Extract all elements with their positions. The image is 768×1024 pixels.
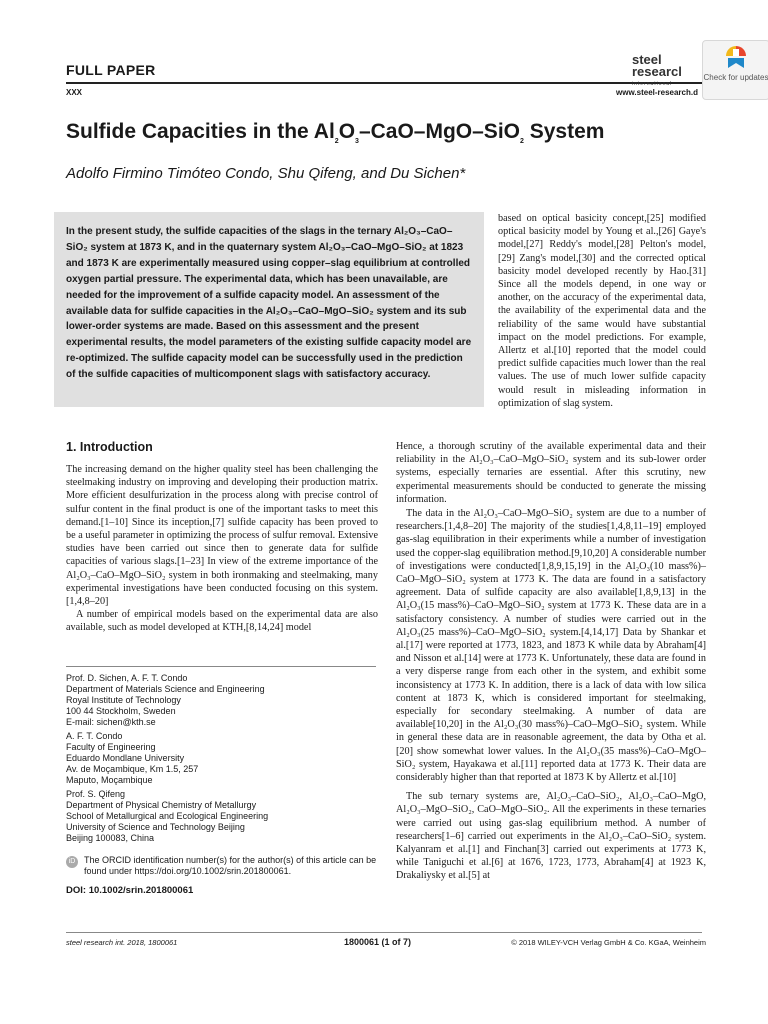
affiliation-line: A. F. T. Condo — [66, 731, 123, 741]
affiliation-line: Av. de Moçambique, Km 1.5, 257 — [66, 764, 199, 774]
right-paragraph-2: The data in the Al₂O₃–CaO–MgO–SiO₂ system are due to a number of researchers.[1,4,8–20] The majority of the studies[1,4,8,11–19] employed gas-slag equilibration in their experiments while a number of investigation used the copper-slag equilibration method.[9,10,20] A considerable number of investigations were conducted[1,8,9,15,19] in the Al₂O₃(10 mass%)–CaO–MgO–SiO₂ system at 1773 K. The data are found in a satisfactory agreement. Data of sulfide capacity are also available[1,8,9,13] in the Al₂O₃(15 mass%)–CaO–MgO–SiO₂ system at 1773 K. These data are in a satisfactory consistency. A number of studies were carried out in the Al₂O₃(25 mass%)–CaO–MgO–SiO₂ system.[4,14,17] Data by Shankar et al.[17] were reported at 1773, 1823, and 1873 K while data by Abraham[4] and Nisson et al.[14] were at 1773 K. Unfortunately, these data are found in a very disperse range from each other in the system, and exhibit some inconsistency at 1773 K. In addition, there is a lack of data with low silica content at 1873 K, which is considered important for steelmaking, especially for secondary steelmaking. A number of data are available[10,20] in the Al₂O₃(30 mass%)–CaO–MgO–SiO₂ system. While in general these data are in reasonable agreement, the data by Otha et al.[20] show somewhat lower values. In the Al₂O₃(35 mass%)–CaO–MgO–SiO₂ system, Hayakawa et al.[11] reported data at 1773 K. Their data are considerably higher than that reported at 1873 K by Allertz et al.[10] — [396, 508, 706, 784]
article-title: Sulfide Capacities in the $Al_2O_3-CaO-MgO-SiO_2$ System — [66, 120, 605, 146]
affiliation-line: Beijing 100083, China — [66, 833, 155, 843]
right-column-top — [498, 212, 706, 410]
affiliation-line: Maputo, Moçambique — [66, 775, 153, 785]
crossmark-icon — [724, 45, 748, 69]
affiliation-line: Department of Physical Chemistry of Metallurgy — [66, 800, 257, 810]
affiliation-line: 100 44 Stockholm, Sweden — [66, 706, 176, 716]
check-for-updates-label: Check for updates — [703, 73, 768, 82]
journal-website-link[interactable]: www.steel-research.d — [616, 88, 698, 97]
author-email-link[interactable]: E-mail: sichen@kth.se — [66, 717, 156, 727]
affiliation-line: Department of Materials Science and Engineering — [66, 684, 265, 694]
introduction-column — [66, 463, 378, 635]
abstract-text: In the present study, the sulfide capacities of the slags in the ternary Al₂O₃–CaO–SiO₂ system at 1873 K, and in the quaternary system Al₂O₃–CaO–MgO–SiO₂ at 1823 and 1873 K are experimentally measured using copper–slag equilibrium at controlled oxygen partial pressure. The experimental data, which has been unavailable, are needed for the improvement of a sulfide capacity model. An assessment of the available data for sulfide capacities in the Al₂O₃–CaO–MgO–SiO₂ system and its sub lower-order systems are made. Based on this assessment and the present experimental results, the model parameters of the existing sulfide capacity model are re-optimized. The sulfide capacity model can be successfully used in the prediction of the sulfide capacities of multicomponent slags with satisfactory accuracy. — [66, 226, 472, 381]
affiliation-line: Prof. D. Sichen, A. F. T. Condo — [66, 673, 188, 683]
right-paragraph-3: The sub ternary systems are, Al₂O₃–CaO–SiO₂, Al₂O₃–CaO–MgO, Al₂O₃–MgO–SiO₂, CaO–MgO–SiO₂. All the experiments in these ternaries were carried out using gas-slag equilibrium method. A number of researchers[1–6] carried out experiments in the Al₂O₃–CaO–SiO₂ system. Kalyanram et al.[1] and Finchan[3] carried out experiments at 1773 K, while Taniguchi et al.[6] at 1676, 1723, 1773, Abraham[4] at 1923 K, Drakaliysky et al.[5] at — [396, 791, 706, 882]
affiliation-line: Royal Institute of Technology — [66, 695, 181, 705]
affiliation-line: Eduardo Mondlane University — [66, 753, 185, 763]
right-column-main — [396, 507, 706, 883]
logo-line2: researcl — [632, 64, 682, 79]
affiliation-line: Faculty of Engineering — [66, 742, 156, 752]
header-rule — [66, 82, 702, 84]
hence-paragraph: Hence, a thorough scrutiny of the available experimental data and their reliability in the Al₂O₃–CaO–MgO–SiO₂ system and its sub-lower order systems, especially ternaries are essential. After this scrutiny, new experimental measurements should be conducted to generate the missing information. — [396, 441, 706, 505]
right-top-paragraph: based on optical basicity concept,[25] modified optical basicity model by Young et al.,[26] Gaye's model,[27] Reddy's model,[28] Pelton's model,[29] Zang's model,[30] and the corrected optical basicity model developed recently by Hao.[31] Since all the models depend, in one way or another, on the accuracy of the experimental data, the availability of the experimental data and the reliability of the same would have substantial impact on the model predictions. For example, Allertz et al.[10] reported that the model could predict sulfide capacities much lower than the real values. The use of much lower sulfide capacity would result in misleading information in optimization of slag system. — [498, 213, 706, 409]
intro-paragraph-1: The increasing demand on the higher quality steel has been challenging the steelmaking industry on improving and developing their production matrix. More efficient desulfurization in the process along with precise control of sulfur content in the final product is one of the important tasks to meet this demand.[1–10] Since its inception,[7] sulfide capacity has been proved to be a useful parameter in optimizing the process of sulfur removal. Extensive studies have been carried out since then to generate data for sulfide capacities of various slags.[1–23] In view of the extreme importance of the Al₂O₃–CaO–MgO–SiO₂ system in both ironmaking and steelmaking, many experimental investigations have been conducted focusing on this system.[1,4,8–20] — [66, 464, 378, 608]
journal-logo — [632, 54, 682, 90]
affiliation-line: University of Science and Technology Beijing — [66, 822, 245, 832]
logo-line3: international — [632, 81, 673, 87]
intro-paragraph-2: A number of empirical models based on the experimental data are also available, such as model developed at KTH,[8,14,24] model — [66, 609, 378, 634]
hence-paragraph-block — [396, 440, 706, 506]
introduction-heading: 1. Introduction — [66, 440, 153, 454]
orcid-icon: iD — [66, 856, 78, 868]
issue-label: XXX — [66, 88, 83, 97]
orcid-note — [66, 855, 378, 877]
logo-line1: steel — [632, 52, 662, 67]
section-label: FULL PAPER — [66, 62, 156, 78]
footer-journal: steel research int. 2018, 1800061 — [66, 938, 178, 947]
footer-copyright: © 2018 WILEY-VCH Verlag GmbH & Co. KGaA, Weinheim — [511, 938, 706, 947]
check-for-updates-badge[interactable] — [702, 40, 768, 100]
doi-link[interactable]: DOI: 10.1002/srin.201800061 — [66, 885, 194, 896]
footer-page-number: 1800061 (1 of 7) — [344, 937, 412, 947]
affiliation-line: School of Metallurgical and Ecological Engineering — [66, 811, 269, 821]
affiliation-rule — [66, 666, 376, 667]
affiliation-line: Prof. S. Qifeng — [66, 789, 126, 799]
affiliations — [66, 673, 378, 844]
orcid-note-text[interactable]: The ORCID identification number(s) for the author(s) of this article can be found under https://doi.org/10.1002/srin.201800061. — [84, 855, 377, 876]
article-authors: Adolfo Firmino Timóteo Condo, Shu Qifeng, and Du Sichen* — [66, 165, 466, 182]
footer-rule — [66, 932, 702, 933]
